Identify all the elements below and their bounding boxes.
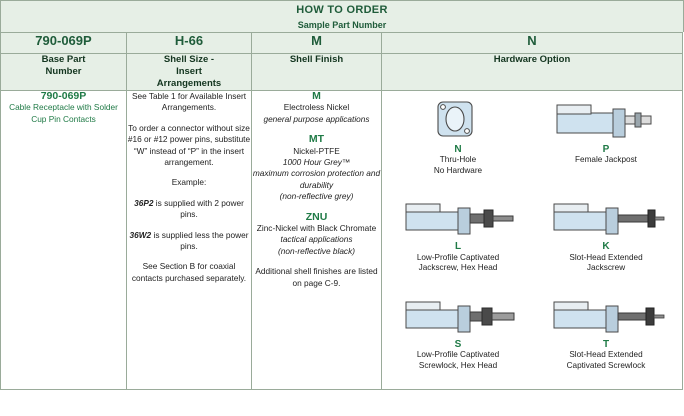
finish-note-znu-1: tactical applications <box>280 234 353 245</box>
sample-code-shell-finish: M <box>252 33 382 54</box>
hardware-code-s: S <box>454 338 462 350</box>
header-line: Hardware Option <box>493 54 571 65</box>
shell-size-example-1 <box>127 198 251 221</box>
thru-hole-art-svg <box>427 96 489 142</box>
low-profile-jackscrew-icon <box>398 192 518 240</box>
header-line: Number <box>45 66 82 77</box>
finish-code-mt: MT <box>308 133 325 146</box>
cell-shell-size-insert <box>127 91 252 390</box>
female-jackpost-icon <box>551 95 661 143</box>
cell-shell-finish <box>252 91 382 390</box>
page-title: HOW TO ORDER <box>0 0 684 18</box>
hardware-option-l <box>384 190 532 287</box>
header-line: Shell Size - <box>163 54 215 65</box>
hardware-label-t <box>567 350 646 371</box>
shell-finish-option-znu <box>252 212 381 258</box>
hardware-option-n <box>384 93 532 190</box>
how-to-order-table <box>0 32 683 390</box>
cell-base-part-number <box>1 91 127 390</box>
cell-hardware-option <box>382 91 683 390</box>
header-line: Insert <box>176 66 202 77</box>
female-jackpost-art-svg <box>551 97 661 141</box>
hardware-label-line: Female Jackpost <box>575 155 637 165</box>
shell-size-example-label: Example: <box>171 177 207 188</box>
hardware-label-line: Jackscrew <box>586 263 626 273</box>
finish-code-znu: ZNU <box>305 210 328 223</box>
finish-code-m: M <box>312 90 321 102</box>
base-part-description: Cable Receptacle with Solder Cup Pin Contacts <box>9 102 118 124</box>
example-2-text: is supplied less the power pins. <box>151 229 249 252</box>
content-row <box>1 91 683 390</box>
sample-code-base-part: 790-069P <box>1 33 127 54</box>
sample-code-hardware-option: N <box>382 33 683 54</box>
hardware-label-line: Screwlock, Hex Head <box>418 360 498 370</box>
slot-head-screwlock-art-svg <box>546 292 666 336</box>
hardware-option-t <box>532 288 680 385</box>
hardware-option-grid <box>384 93 680 385</box>
finish-name-znu: Zinc-Nickel with Black Chromate <box>256 223 377 234</box>
slot-head-screwlock-icon <box>546 290 666 338</box>
hardware-label-line: Slot-Head Extended <box>569 350 643 360</box>
low-profile-screwlock-icon <box>398 290 518 338</box>
shell-finish-footer: Additional shell finishes are listed on page C-9. <box>255 266 378 288</box>
thru-hole-connector-icon <box>427 95 489 143</box>
example-1-code: 36P2 <box>134 197 154 208</box>
finish-note-m: general purpose applications <box>263 113 370 124</box>
hardware-label-line: Low-Profile Captivated <box>416 350 500 360</box>
hardware-label-s <box>417 350 499 371</box>
hardware-label-line: Slot-Head Extended <box>569 252 643 262</box>
hardware-option-p <box>532 93 680 190</box>
hardware-label-k <box>569 253 642 274</box>
finish-note-mt-3: (non-reflective grey) <box>279 191 354 202</box>
header-line: Arrangements <box>156 78 222 89</box>
slot-head-jackscrew-icon <box>546 192 666 240</box>
shell-size-note-1: See Table 1 for Available Insert Arrangements. <box>131 91 247 113</box>
slot-head-jackscrew-art-svg <box>546 194 666 238</box>
sample-code-shell-size: H-66 <box>127 33 252 54</box>
sample-code-row <box>1 33 683 54</box>
hardware-label-line: Jackscrew, Hex Head <box>418 263 498 273</box>
example-2-code: 36W2 <box>129 229 152 240</box>
hardware-label-p <box>575 155 637 166</box>
finish-name-m: Electroless Nickel <box>283 102 350 113</box>
low-profile-screwlock-art-svg <box>398 292 518 336</box>
finish-note-mt-2: maximum corrosion protection and durability <box>252 168 381 190</box>
shell-finish-option-mt <box>252 134 381 202</box>
hardware-code-p: P <box>602 144 610 155</box>
finish-note-znu-2: (non-reflective black) <box>277 245 355 256</box>
hardware-label-line: Captivated Screwlock <box>566 360 646 370</box>
hardware-label-line: Low-Profile Captivated <box>416 252 500 262</box>
column-header-shell-finish <box>252 54 382 91</box>
column-header-base-part <box>1 54 127 91</box>
finish-note-mt-1: 1000 Hour Grey™ <box>282 157 351 168</box>
sample-part-number-subtitle: Sample Part Number <box>0 18 684 32</box>
hardware-code-l: L <box>454 241 462 253</box>
low-profile-jackscrew-art-svg <box>398 194 518 238</box>
shell-size-note-2: To order a connector without size #16 or #12 power pins, substitute “W” instead of “P” in the insert arrangement. <box>127 122 251 168</box>
hardware-code-n: N <box>454 144 462 155</box>
column-header-shell-size <box>127 54 252 91</box>
hardware-label-l <box>417 253 499 274</box>
example-1-text: is supplied with 2 power pins. <box>153 197 244 220</box>
column-header-hardware-option <box>382 54 683 91</box>
hardware-label-line: Thru-Hole <box>439 155 477 165</box>
header-line: Shell Finish <box>289 54 344 65</box>
hardware-code-k: K <box>602 241 610 253</box>
hardware-label-line: No Hardware <box>433 165 483 175</box>
shell-size-example-2 <box>127 230 251 253</box>
hardware-option-k <box>532 190 680 287</box>
shell-size-note-3: See Section B for coaxial contacts purchased separately. <box>131 261 247 283</box>
finish-name-mt: Nickel-PTFE <box>293 145 340 156</box>
hardware-option-s <box>384 288 532 385</box>
column-header-row <box>1 54 683 91</box>
shell-finish-option-m <box>252 91 381 125</box>
hardware-code-t: T <box>602 338 610 350</box>
header-line: Base Part <box>41 54 86 65</box>
hardware-label-n <box>434 155 482 176</box>
base-part-code: 790-069P <box>40 90 87 102</box>
